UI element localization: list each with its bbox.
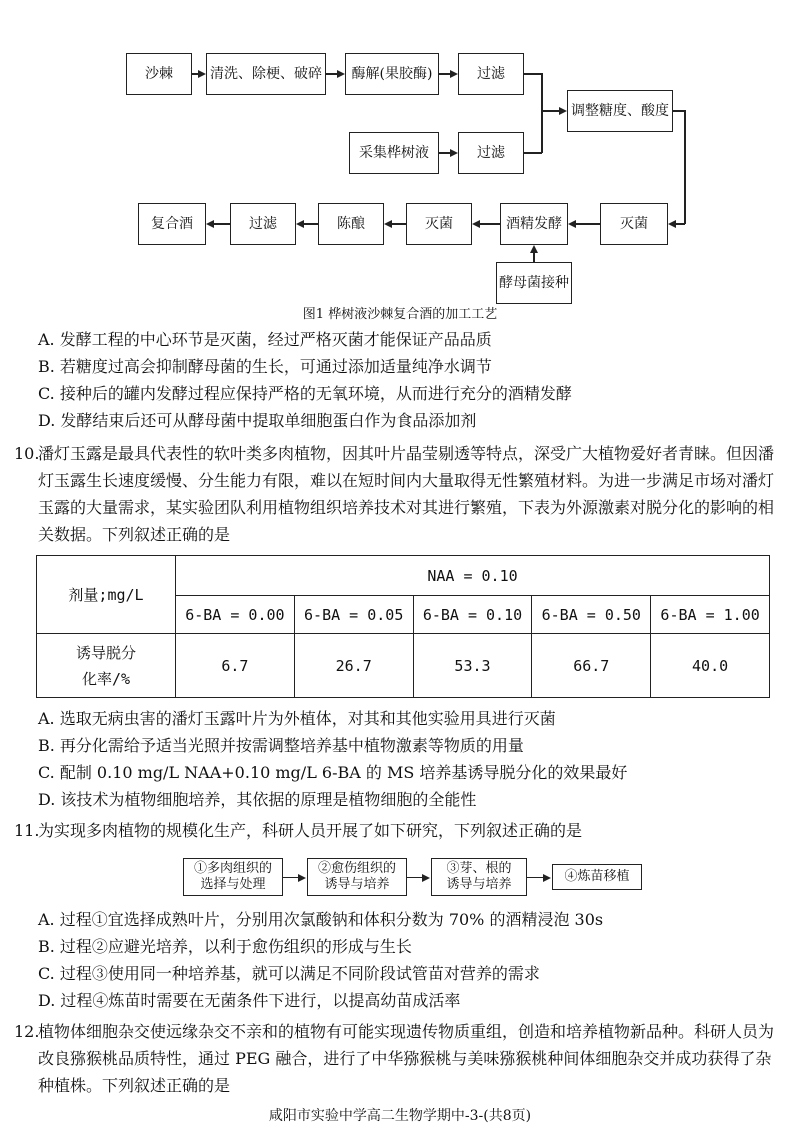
- table-group-header: NAA = 0.10: [176, 556, 770, 596]
- flow-step-3: [431, 858, 527, 896]
- connector-line: [533, 253, 535, 262]
- connector-line: [524, 152, 542, 154]
- arrow-right-icon: [422, 874, 430, 882]
- table-cell-value: 53.3: [413, 634, 532, 698]
- q9-option-d: D. 发酵结束后还可从酵母菌中提取单细胞蛋白作为食品添加剂: [38, 411, 477, 430]
- q9-option-b: B. 若糖度过高会抑制酵母菌的生长，可通过添加适量纯净水调节: [38, 357, 492, 376]
- connector-line: [326, 73, 337, 75]
- question-10: [14, 440, 786, 548]
- question-stem: 为实现多肉植物的规模化生产，科研人员开展了如下研究，下列叙述正确的是: [38, 821, 583, 840]
- flow-box-aging: 陈酿: [318, 203, 384, 245]
- q11-option-b: B. 过程②应避光培养，以利于愈伤组织的形成与生长: [38, 937, 412, 956]
- arrow-left-icon: [296, 220, 304, 228]
- q10-option-a: A. 选取无病虫害的潘灯玉露叶片为外植体，对其和其他实验用具进行灭菌: [38, 709, 556, 728]
- arrow-left-icon: [568, 220, 576, 228]
- question-number: 11.: [14, 821, 40, 840]
- arrow-left-icon: [472, 220, 480, 228]
- flow-step-2-line-1: ②愈伤组织的: [317, 861, 396, 876]
- connector-line: [304, 223, 318, 225]
- flow-box-ferment: 酒精发酵: [500, 203, 568, 245]
- table-column-header: 6-BA = 0.10: [413, 596, 532, 634]
- q10-option-d: D. 该技术为植物细胞培养，其依据的原理是植物细胞的全能性: [38, 790, 477, 809]
- flow-box-filter1: 过滤: [458, 53, 524, 95]
- connector-line: [214, 223, 230, 225]
- arrow-left-icon: [668, 220, 676, 228]
- figure-caption: 图1 桦树液沙棘复合酒的加工工艺: [302, 307, 498, 322]
- connector-line: [541, 73, 543, 153]
- connector-line: [576, 223, 600, 225]
- q11-option-d: D. 过程④炼苗时需要在无菌条件下进行，以提高幼苗成活率: [38, 991, 461, 1010]
- arrow-left-icon: [384, 220, 392, 228]
- table-cell-value: 26.7: [294, 634, 413, 698]
- connector-line: [527, 877, 543, 878]
- connector-line: [283, 877, 298, 878]
- q9-option-a: A. 发酵工程的中心环节是灭菌，经过严格灭菌才能保证产品品质: [38, 330, 492, 349]
- row-label-line-2: 化率/%: [81, 669, 131, 688]
- flow-box-wine: 复合酒: [138, 203, 206, 245]
- hormone-data-table: [36, 555, 770, 698]
- flow-step-3-line-2: 诱导与培养: [446, 877, 512, 892]
- arrow-right-icon: [337, 70, 345, 78]
- connector-line: [392, 223, 406, 225]
- table-column-header: 6-BA = 0.50: [532, 596, 651, 634]
- flow-box-filter2: 过滤: [458, 132, 524, 174]
- question-number: 10.: [14, 444, 40, 463]
- flow-box-enzyme: 酶解(果胶酶): [345, 53, 439, 95]
- connector-line: [541, 110, 559, 112]
- arrow-right-icon: [198, 70, 206, 78]
- flow-box-yeast: 酵母菌接种: [496, 262, 572, 304]
- flow-box-wash: 清洗、除梗、破碎: [206, 53, 326, 95]
- arrow-up-icon: [530, 245, 538, 253]
- question-stem: 植物体细胞杂交使远缘杂交不亲和的植物有可能实现遗传物质重组，创造和培养植物新品种。科研人员为改良猕猴桃品质特性，通过 PEG 融合，进行了中华猕猴桃与美味猕猴桃种间体细胞杂交并成功获得了杂种植株。下列叙述正确的是: [38, 1022, 775, 1095]
- connector-line: [676, 223, 685, 225]
- flow-step-3-line-1: ③芽、根的: [446, 861, 512, 876]
- table-cell-value: 66.7: [532, 634, 651, 698]
- row-label-line-1: 诱导脱分: [75, 643, 136, 662]
- arrow-left-icon: [206, 220, 214, 228]
- q11-option-a: A. 过程①宜选择成熟叶片，分别用次氯酸钠和体积分数为 70% 的酒精浸泡 30s: [38, 910, 604, 929]
- table-cell-value: 6.7: [176, 634, 295, 698]
- q10-option-c: C. 配制 0.10 mg/L NAA+0.10 mg/L 6-BA 的 MS 培养基诱导脱分化的效果最好: [38, 763, 628, 782]
- q10-option-b: B. 再分化需给予适当光照并按需调整培养基中植物激素等物质的用量: [38, 736, 524, 755]
- connector-line: [439, 152, 450, 154]
- flow-box-shaji: 沙棘: [126, 53, 192, 95]
- connector-line: [439, 73, 450, 75]
- q11-option-c: C. 过程③使用同一种培养基，就可以满足不同阶段试管苗对营养的需求: [38, 964, 540, 983]
- q9-option-c: C. 接种后的罐内发酵过程应保持严格的无氧环境，从而进行充分的酒精发酵: [38, 384, 572, 403]
- flow-step-4: ④炼苗移植: [552, 864, 642, 890]
- table-column-header: 6-BA = 1.00: [651, 596, 770, 634]
- arrow-right-icon: [559, 107, 567, 115]
- flow-step-2-line-2: 诱导与培养: [324, 877, 390, 892]
- table-row-header: [37, 634, 176, 698]
- table-column-header: 6-BA = 0.05: [294, 596, 413, 634]
- question-11: [14, 817, 786, 844]
- flow-box-sterilize2: 灭菌: [406, 203, 472, 245]
- flow-box-filter3: 过滤: [230, 203, 296, 245]
- table-cell-value: 40.0: [651, 634, 770, 698]
- flow-box-sterilize1: 灭菌: [600, 203, 668, 245]
- connector-line: [407, 877, 422, 878]
- flow-step-1: [183, 858, 283, 896]
- table-corner-header: 剂量;mg/L: [37, 556, 176, 634]
- connector-line: [524, 73, 542, 75]
- connector-line: [480, 223, 500, 225]
- arrow-right-icon: [543, 874, 551, 882]
- arrow-right-icon: [298, 874, 306, 882]
- connector-line: [684, 110, 686, 224]
- arrow-right-icon: [450, 70, 458, 78]
- question-12: [14, 1018, 786, 1099]
- page-footer: 咸阳市实验中学高二生物学期中-3-(共8页): [268, 1108, 532, 1124]
- arrow-right-icon: [450, 149, 458, 157]
- flow-step-1-line-2: 选择与处理: [200, 877, 266, 892]
- flow-box-adjust: 调整糖度、酸度: [567, 90, 673, 132]
- table-column-header: 6-BA = 0.00: [176, 596, 295, 634]
- question-number: 12.: [14, 1022, 40, 1041]
- flow-box-birch: 采集桦树液: [349, 132, 439, 174]
- flow-step-2: [307, 858, 407, 896]
- flow-step-1-line-1: ①多肉组织的: [193, 861, 272, 876]
- question-stem: 潘灯玉露是最具代表性的软叶类多肉植物，因其叶片晶莹剔透等特点，深受广大植物爱好者青睐。但因潘灯玉露生长速度缓慢、分生能力有限，难以在短时间内大量取得无性繁殖材料。为进一步满足市场对潘灯玉露的大量需求，某实验团队利用植物组织培养技术对其进行繁殖，下表为外源激素对脱分化的影响的相关数据。下列叙述正确的是: [38, 444, 775, 544]
